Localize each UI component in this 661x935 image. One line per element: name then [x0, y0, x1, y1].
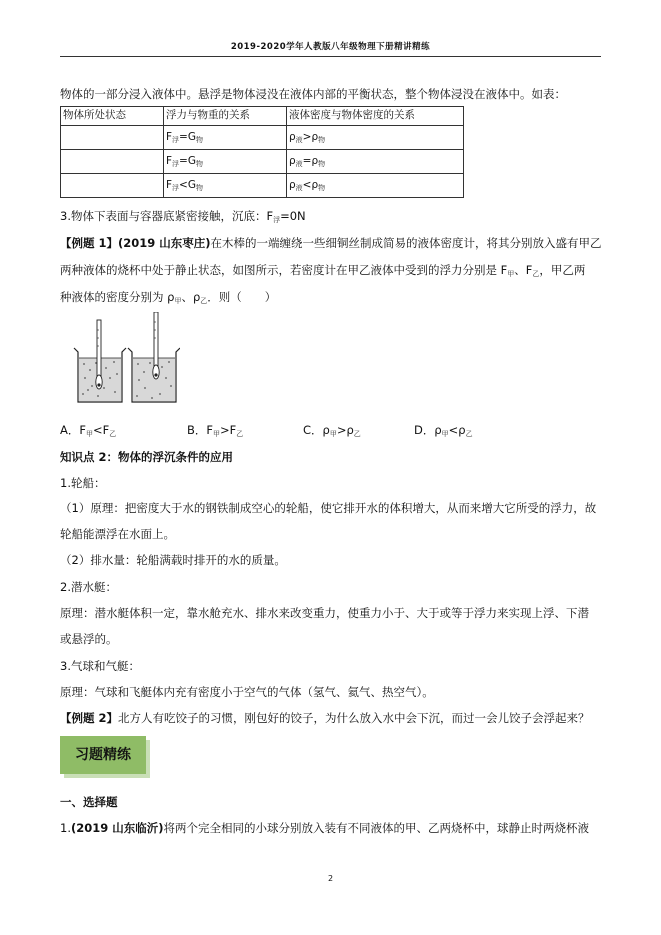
table-cell-state — [61, 150, 164, 174]
table-cell-force: $F_浮=G_物$ — [164, 126, 287, 150]
header-rule — [60, 56, 601, 57]
option-c[interactable]: C．$\rho_甲>\rho_乙$ — [303, 423, 361, 438]
table-cell-force: $F_浮=G_物$ — [164, 150, 287, 174]
knowledge-point-2-heading: 知识点 2：物体的浮沉条件的应用 — [60, 450, 234, 464]
question-1-tag: (2019 山东临沂) — [70, 821, 164, 835]
table-cell-state — [61, 174, 164, 198]
table-header-cell: 物体所处状态 — [61, 107, 164, 126]
example-1-line-1: 【例题 1】(2019 山东枣庄)在木棒的一端缠绕一些细铜丝制成简易的液体密度计，将其分别放入盛有甲乙 — [60, 236, 602, 250]
beaker-yi — [128, 312, 180, 402]
table-cell-state — [61, 126, 164, 150]
beaker-jia — [74, 320, 126, 402]
submarine-principle-line-1: 原理：潜水艇体积一定，靠水舱充水、排水来改变重力，使重力小于、大于或等于浮力来实现上浮、下潜 — [60, 606, 589, 620]
question-1: 1.(2019 山东临沂)将两个完全相同的小球分别放入装有不同液体的甲、乙两烧杯中，球静止时两烧杯液 — [60, 821, 590, 835]
table-row — [61, 126, 464, 150]
example-1-tag: 【例题 1】(2019 山东枣庄) — [60, 236, 211, 250]
table-cell-density: $\rho_液>\rho_物$ — [287, 126, 464, 150]
section-multiple-choice: 一、选择题 — [60, 795, 118, 809]
practice-banner-title: 习题精练 — [75, 747, 131, 763]
ship-principle-line-2: 轮船能漂浮在水面上。 — [60, 527, 175, 541]
table-row — [61, 174, 464, 198]
submarine-title: 2.潜水艇： — [60, 580, 117, 594]
page-number: 2 — [327, 874, 334, 883]
balloon-principle: 原理：气球和飞艇体内充有密度小于空气的气体（氢气、氦气、热空气）。 — [60, 685, 434, 699]
example-2-tag: 【例题 2】 — [60, 711, 119, 725]
balloon-title: 3.气球和气艇： — [60, 659, 140, 673]
example-1-line-3: 种液体的密度分别为 $\rho_甲$、$\rho_乙$．则（ ） — [60, 290, 277, 305]
table-header-cell: 浮力与物重的关系 — [164, 107, 287, 126]
item-3-text: 3.物体下表面与容器底紧密接触，沉底：$F_浮=0N$ — [60, 209, 306, 224]
ship-principle-line-1: （1）原理：把密度大于水的钢铁制成空心的轮船，使它排开水的体积增大，从而来增大它所受的浮力，故 — [60, 501, 597, 515]
ship-displacement: （2）排水量：轮船满载时排开的水的质量。 — [60, 553, 286, 567]
example-1-line-2: 两种液体的烧杯中处于静止状态，如图所示，若密度计在甲乙液体中受到的浮力分别是 $F_甲$、$F_乙$，甲乙两 — [60, 263, 586, 278]
page-header: 2019-2020学年人教版八年级物理下册精讲精练 — [230, 42, 431, 52]
intro-text: 物体的一部分浸入液体中。悬浮是物体浸没在液体内部的平衡状态，整个物体浸没在液体中。如表： — [60, 87, 566, 101]
table-cell-force: $F_浮<G_物$ — [164, 174, 287, 198]
hydrometer-beakers-figure — [70, 312, 180, 406]
option-b[interactable]: B．$F_甲>F_乙$ — [187, 423, 244, 438]
example-2: 【例题 2】北方人有吃饺子的习惯，刚包好的饺子，为什么放入水中会下沉，而过一会儿饺子会浮起来？ — [60, 711, 590, 725]
submarine-principle-line-2: 或悬浮的。 — [60, 632, 118, 646]
ship-title: 1.轮船： — [60, 476, 106, 490]
option-a[interactable]: A．$F_甲<F_乙$ — [60, 423, 117, 438]
table-header-row — [61, 107, 464, 126]
float-states-table — [60, 106, 464, 198]
table-cell-density: $\rho_液=\rho_物$ — [287, 150, 464, 174]
table-cell-density: $\rho_液<\rho_物$ — [287, 174, 464, 198]
table-row — [61, 150, 464, 174]
table-header-cell: 液体密度与物体密度的关系 — [287, 107, 464, 126]
option-d[interactable]: D．$\rho_甲<\rho_乙$ — [414, 423, 473, 438]
